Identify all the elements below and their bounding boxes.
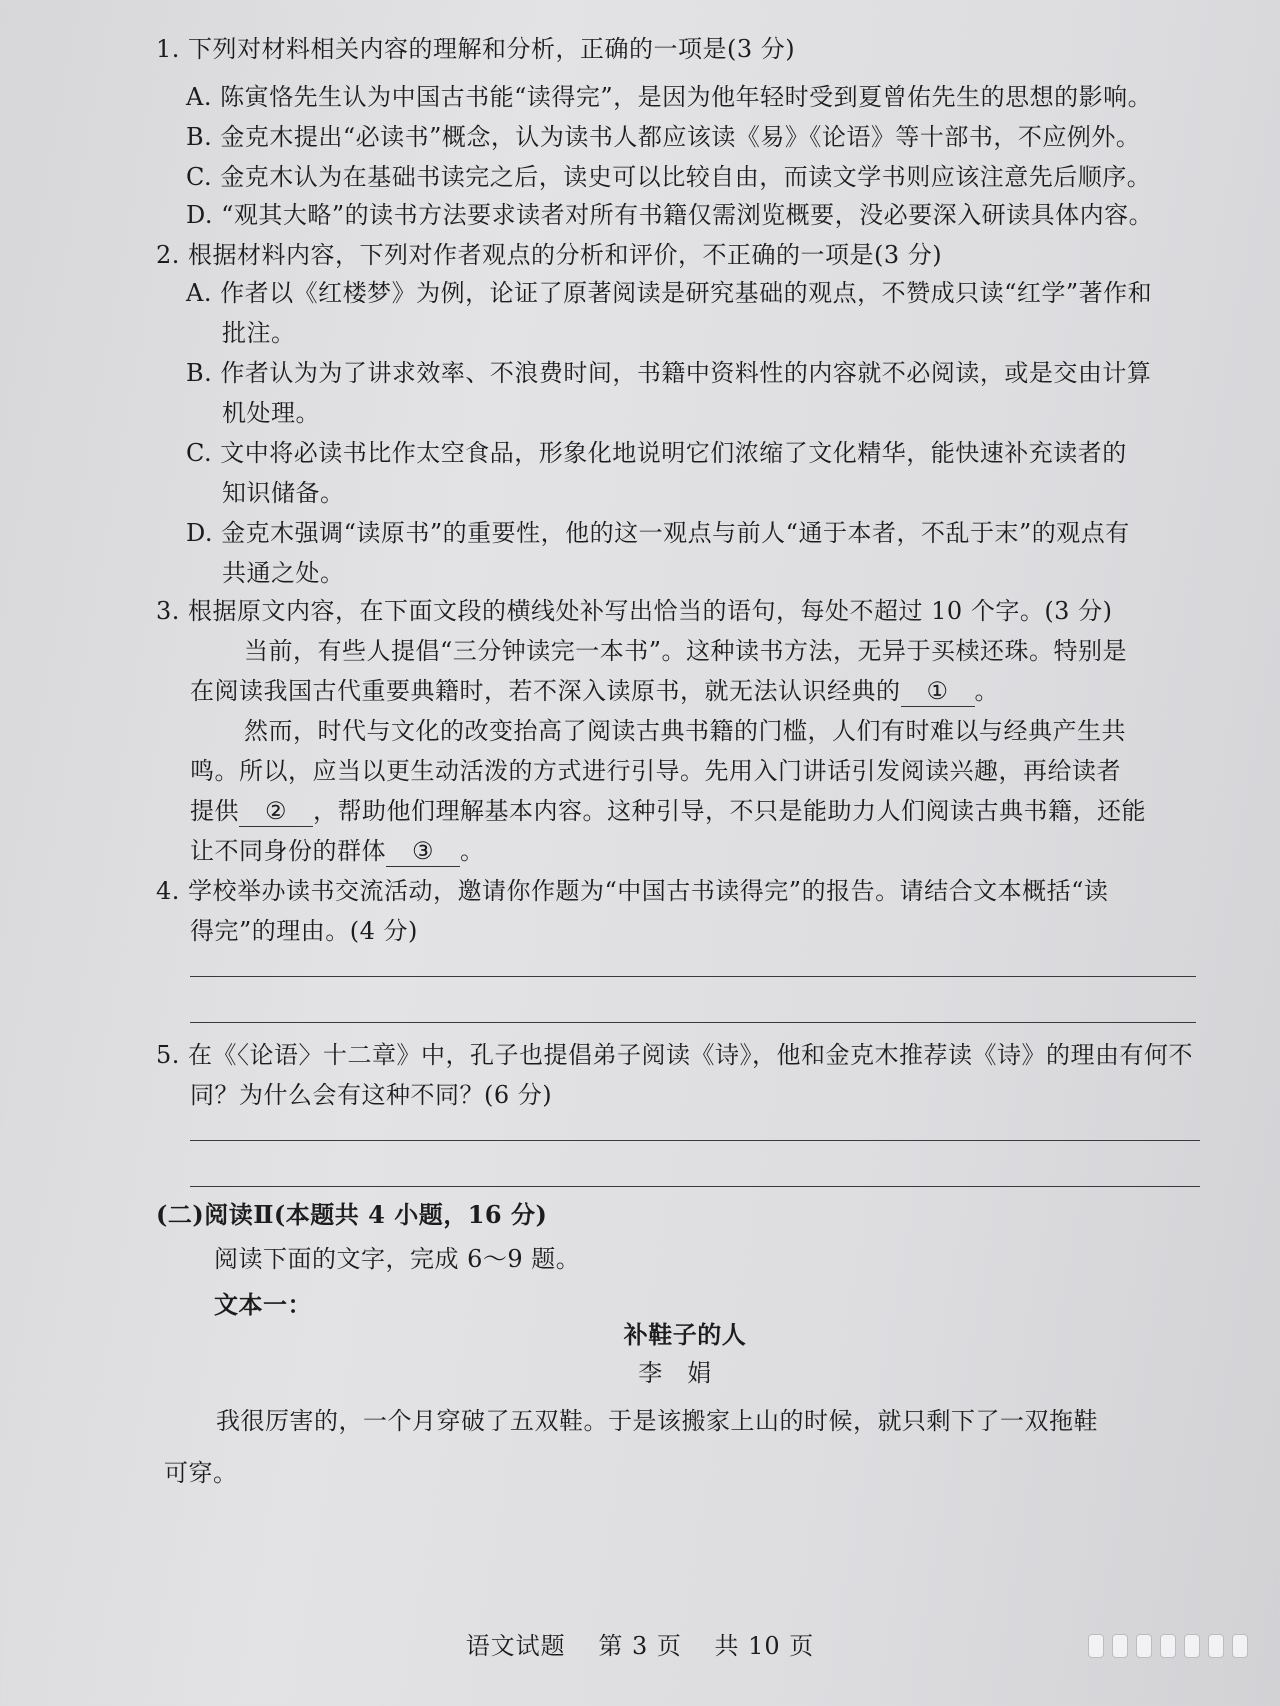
q3-p2-text-b: ，帮助他们理解基本内容。这种引导，不只是能助力人们阅读古典书籍，还能 xyxy=(313,797,1146,825)
q4-answer-line-1[interactable] xyxy=(190,976,1196,977)
q2-option-b: B. 作者认为为了讲求效率、不浪费时间，书籍中资料性的内容就不必阅读，或是交由计算 xyxy=(186,359,1152,387)
q5-answer-line-1[interactable] xyxy=(190,1140,1200,1141)
footer-page-number: 第 3 页 xyxy=(598,1632,682,1660)
section-2-instruction: 阅读下面的文字，完成 6～9 题。 xyxy=(214,1245,581,1273)
q2-option-c: C. 文中将必读书比作太空食品，形象化地说明它们浓缩了文化精华，能快速补充读者的 xyxy=(186,439,1127,467)
q1-option-c: C. 金克木认为在基础书读完之后，读史可以比较自由，而读文学书则应该注意先后顺序。 xyxy=(186,163,1152,191)
q3-blank-2: ② xyxy=(239,796,313,827)
article-body-line-2: 可穿。 xyxy=(164,1459,238,1487)
q3-passage-p2-line4 xyxy=(190,836,485,867)
q2-option-d: D. 金克木强调“读原书”的重要性，他的这一观点与前人“通于本者，不乱于末”的观点有 xyxy=(186,519,1130,547)
q2-option-a: A. 作者以《红楼梦》为例，论证了原著阅读是研究基础的观点，不赞成只读“红学”著作和 xyxy=(186,279,1153,307)
q3-p2-text-a: 提供 xyxy=(190,797,239,825)
q2-option-b-cont: 机处理。 xyxy=(222,399,320,427)
q3-p1-text: 在阅读我国古代重要典籍时，若不深入读原书，就无法认识经典的 xyxy=(190,677,901,705)
q1-option-b: B. 金克木提出“必读书”概念，认为读书人都应该读《易》《论语》等十部书，不应例外。 xyxy=(186,123,1141,151)
q5-answer-line-2[interactable] xyxy=(190,1186,1200,1187)
q5-stem-cont: 同？为什么会有这种不同？(6 分) xyxy=(190,1081,553,1109)
q3-p2-end: 。 xyxy=(460,837,485,865)
q3-stem: 3. 根据原文内容，在下面文段的横线处补写出恰当的语句，每处不超过 10 个字。(3 分) xyxy=(156,597,1113,625)
q4-answer-line-2[interactable] xyxy=(190,1022,1196,1023)
q1-option-a: A. 陈寅恪先生认为中国古书能“读得完”，是因为他年轻时受到夏曾佑先生的思想的影响。 xyxy=(186,83,1153,111)
q4-stem: 4. 学校举办读书交流活动，邀请你作题为“中国古书读得完”的报告。请结合文本概括“读 xyxy=(156,877,1109,905)
article-author: 李 娟 xyxy=(638,1359,712,1387)
q5-stem: 5. 在《〈论语〉十二章》中，孔子也提倡弟子阅读《诗》，他和金克木推荐读《诗》的理由有何不 xyxy=(156,1041,1194,1069)
q2-option-d-cont: 共通之处。 xyxy=(222,559,345,587)
q3-blank-1: ① xyxy=(901,676,975,707)
q3-p1-end: 。 xyxy=(974,677,999,705)
q3-passage-p1-line2 xyxy=(190,676,999,707)
q2-stem: 2. 根据材料内容，下列对作者观点的分析和评价，不正确的一项是(3 分) xyxy=(156,241,943,269)
article-body-line-1: 我很厉害的，一个月穿破了五双鞋。于是该搬家上山的时候，就只剩下了一双拖鞋 xyxy=(216,1407,1098,1435)
q1-stem: 1. 下列对材料相关内容的理解和分析，正确的一项是(3 分) xyxy=(156,35,796,63)
q3-blank-3: ③ xyxy=(386,836,460,867)
footer-total-pages: 共 10 页 xyxy=(714,1632,815,1660)
article-title: 补鞋子的人 xyxy=(623,1320,747,1349)
section-2-heading: (二)阅读Ⅱ(本题共 4 小题，16 分) xyxy=(156,1200,548,1229)
q2-option-a-cont: 批注。 xyxy=(222,319,296,347)
q2-option-c-cont: 知识储备。 xyxy=(222,479,345,507)
q3-passage-p2-line2: 鸣。所以，应当以更生动活泼的方式进行引导。先用入门讲话引发阅读兴趣，再给读者 xyxy=(190,757,1121,785)
q4-stem-cont: 得完”的理由。(4 分) xyxy=(190,917,418,945)
q3-passage-p1-line1: 当前，有些人提倡“三分钟读完一本书”。这种读书方法，无异于买椟还珠。特别是 xyxy=(244,637,1128,665)
overlay-bars-decoration xyxy=(1088,1634,1248,1658)
footer-subject: 语文试题 xyxy=(465,1632,566,1660)
q3-passage-p2-line3 xyxy=(190,796,1146,827)
q1-option-d: D. “观其大略”的读书方法要求读者对所有书籍仅需浏览概要，没必要深入研读具体内容。 xyxy=(186,201,1154,229)
q3-passage-p2-line1: 然而，时代与文化的改变抬高了阅读古典书籍的门槛，人们有时难以与经典产生共 xyxy=(244,717,1126,745)
q3-p2-text-c: 让不同身份的群体 xyxy=(190,837,386,865)
text-one-label: 文本一： xyxy=(214,1290,312,1319)
